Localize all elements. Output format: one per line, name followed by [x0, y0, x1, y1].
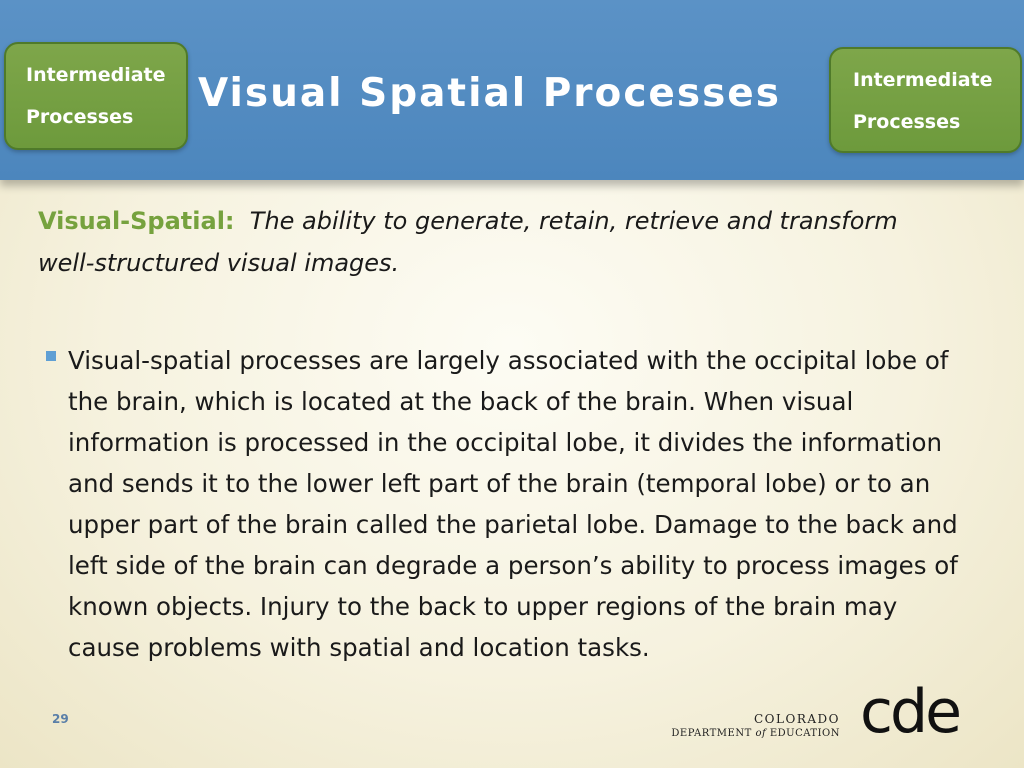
slide-number: 29	[52, 712, 69, 726]
badge-right-line1: Intermediate	[853, 69, 993, 91]
intermediate-processes-badge-left	[4, 42, 188, 150]
logo-state-text: COLORADO	[754, 712, 840, 726]
badge-left-line2: Processes	[26, 106, 134, 128]
square-bullet-icon	[46, 351, 56, 361]
slide-title: Visual Spatial Processes	[198, 71, 781, 116]
logo-dept-of: of	[755, 728, 767, 739]
cde-logo	[671, 677, 990, 752]
badge-right-line2: Processes	[853, 111, 961, 133]
bullet-item-text: Visual-spatial processes are largely associated with the occipital lobe of the brain, which is located at the back of the brain. When visual information is processed in the occipital lobe, it divides the information and sends it to the lower left part of the brain (temporal lobe) or to an upper part of the brain called the parietal lobe. Damage to the back and left side of the brain can degrade a person’s ability to process images of known objects. Injury to the back to upper regions of the brain may cause problems with spatial and location tasks.	[68, 346, 958, 662]
definition-term: Visual-Spatial:	[38, 207, 235, 235]
logo-mark: cde	[860, 677, 959, 747]
definition-paragraph	[38, 200, 898, 284]
title-banner	[0, 0, 1024, 180]
badge-left-line1: Intermediate	[26, 64, 166, 86]
intermediate-processes-badge-right	[829, 47, 1022, 153]
definition-text: The ability to generate, retain, retrieve and transform well-structured visual images.	[38, 207, 898, 277]
logo-department-text	[671, 728, 840, 739]
logo-dept-prefix: DEPARTMENT	[671, 728, 752, 739]
logo-dept-suffix: EDUCATION	[769, 728, 840, 739]
